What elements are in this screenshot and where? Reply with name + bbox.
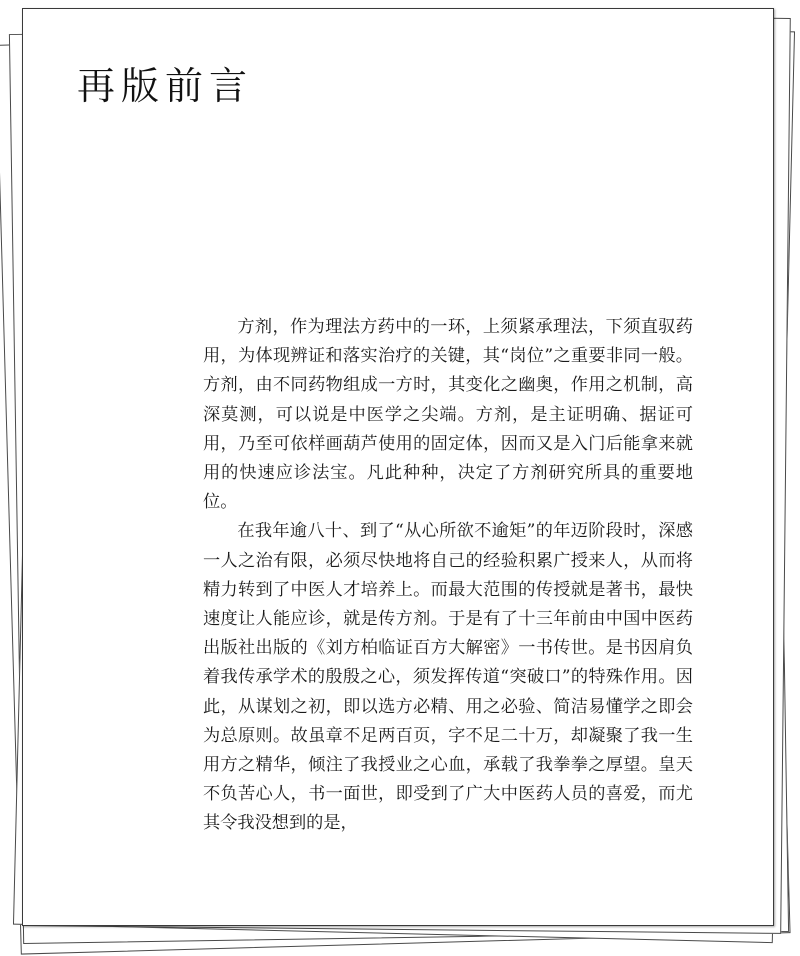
document-page	[22, 8, 774, 926]
paragraph-1: 方剂，作为理法方药中的一环，上须紧承理法，下须直驭药用，为体现辨证和落实治疗的关键，其“岗位”之重要非同一般。方剂，由不同药物组成一方时，其变化之幽奥，作用之机制，高深莫测，可以说是中医学之尖端。方剂，是主证明确、据证可用，乃至可依样画葫芦使用的固定体，因而又是入门后能拿来就用的快速应诊法宝。凡此种种，决定了方剂研究所具的重要地位。	[203, 317, 693, 513]
paragraph-2: 在我年逾八十、到了“从心所欲不逾矩”的年迈阶段时，深感一人之治有限，必须尽快地将自己的经验积累广授来人，从而将精力转到了中医人才培养上。而最大范围的传授就是著书，最快速度让人能应诊，就是传方剂。于是有了十三年前由中国中医药出版社出版的《刘方柏临证百方大解密》一书传世。是书因肩负着我传承学术的殷殷之心，须发挥传道“突破口”的特殊作用。因此，从谋划之初，即以选方必精、用之必验、简洁易懂学之即会为总原则。故虽章不足两百页，字不足二十万，却凝聚了我一生用方之精华，倾注了我授业之心血，承载了我拳拳之厚望。皇天不负苦心人，书一面世，即受到了广大中医药人员的喜爱，而尤其令我没想到的是，	[203, 521, 693, 834]
page-title: 再版前言	[77, 64, 254, 108]
body-text	[203, 313, 693, 839]
